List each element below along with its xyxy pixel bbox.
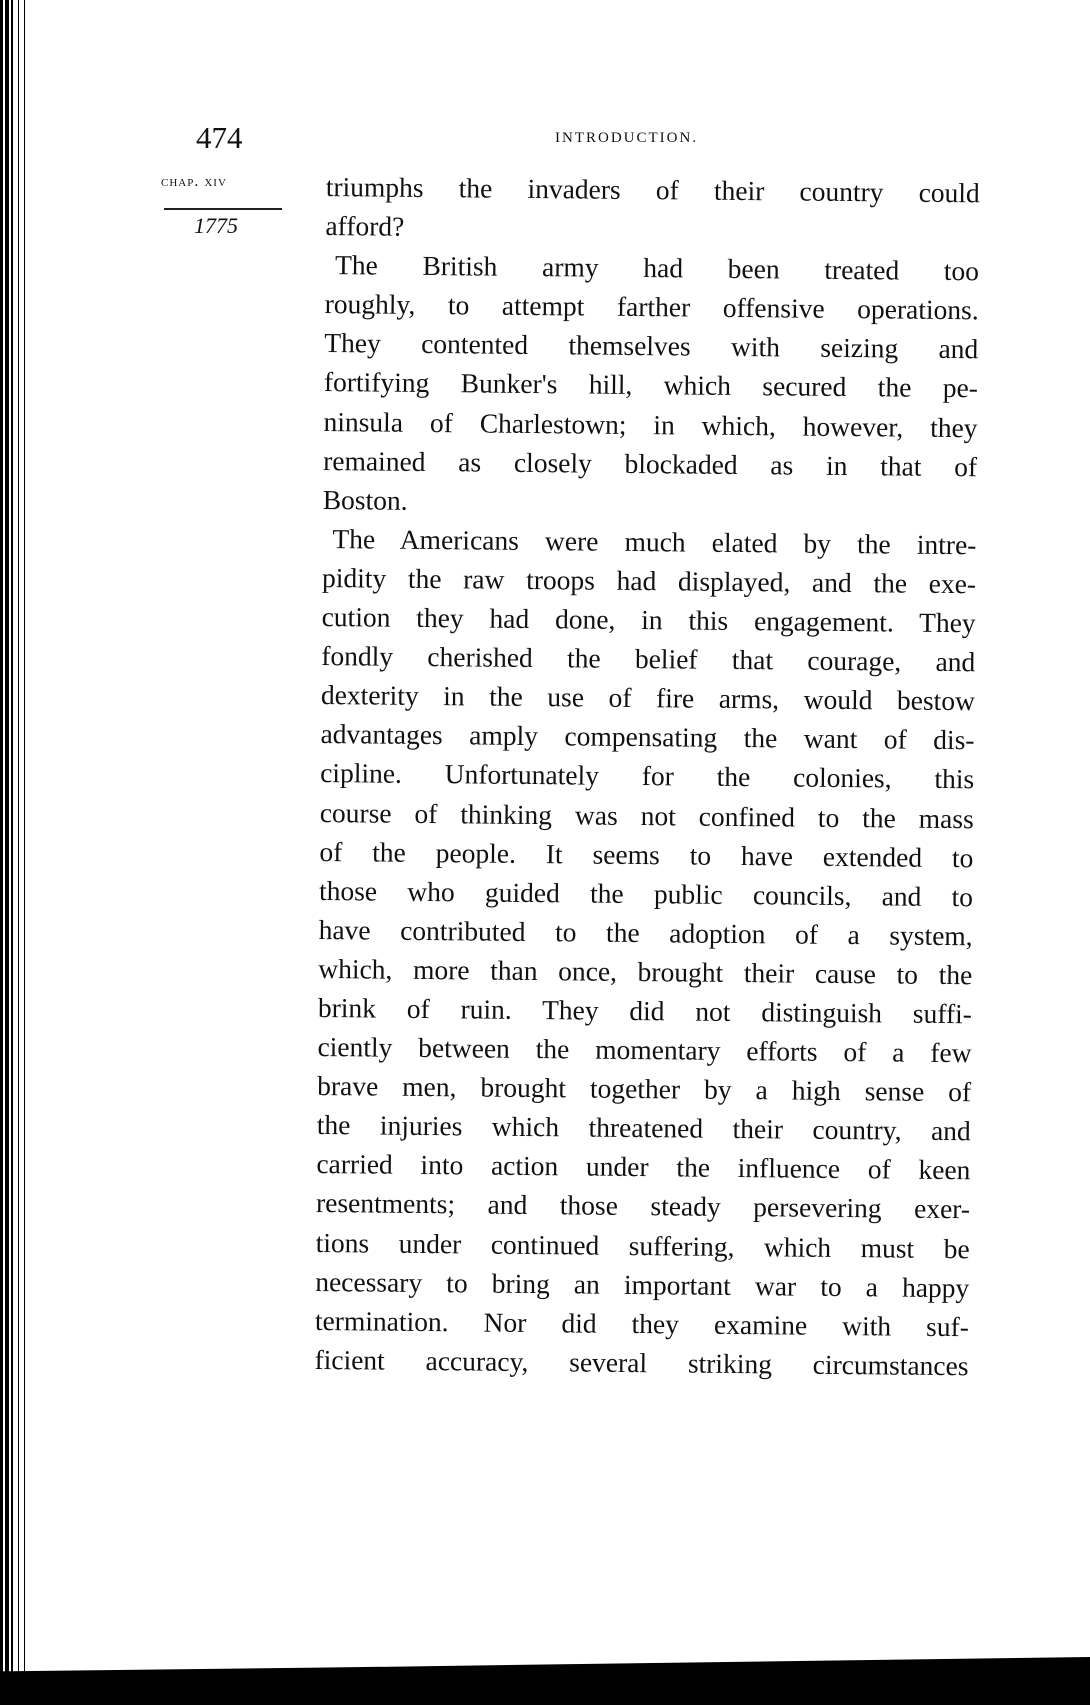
margin-year: 1775	[194, 213, 238, 238]
text-line: the injuries which threatened their country, and	[316, 1109, 971, 1147]
text-line: cution they had done, in this engagement. They	[321, 601, 976, 639]
running-head: INTRODUCTION.	[555, 130, 699, 146]
text-line: cipline. Unfortunately for the colonies, this	[320, 757, 975, 795]
text-line: dexterity in the use of fire arms, would bestow	[320, 679, 976, 717]
margin-chapter: chap. xiv	[161, 173, 227, 190]
page-number: 474	[196, 120, 243, 155]
book-spine-edge	[0, 0, 34, 1705]
text-line: resentments; and those steady persevering exer-	[315, 1187, 971, 1225]
margin-rule	[164, 208, 282, 210]
text-line: brave men, brought together by a high sense of	[317, 1070, 972, 1108]
text-line: tions under continued suffering, which must be	[315, 1226, 970, 1264]
body-text	[314, 167, 980, 1385]
text-line: pidity the raw troops had displayed, and the exe-	[321, 561, 977, 600]
text-line: of the people. It seems to have extended to	[319, 835, 974, 873]
text-line: The Americans were much elated by the intre-	[332, 522, 977, 561]
text-line: Boston.	[322, 483, 408, 516]
text-line: fondly cherished the belief that courage, and	[321, 640, 976, 678]
text-line: termination. Nor did they examine with suf-	[314, 1304, 970, 1342]
text-line: those who guided the public councils, and to	[318, 874, 974, 912]
text-line: ficient accuracy, several striking circumstances	[314, 1343, 969, 1382]
text-line: The British army had been treated too	[334, 249, 980, 287]
text-line: fortifying Bunker's hill, which secured the pe-	[323, 366, 979, 404]
text-line: roughly, to attempt farther offensive operations.	[324, 288, 979, 326]
text-line: necessary to bring an important war to a happy	[315, 1265, 970, 1303]
text-line: course of thinking was not confined to the mass	[319, 796, 974, 834]
text-line: afford?	[325, 210, 405, 242]
text-line: have contributed to the adoption of a system,	[318, 913, 973, 952]
text-line: remained as closely blockaded as in that of	[323, 444, 978, 482]
text-line: advantages amply compensating the want of dis-	[320, 718, 975, 756]
text-line: brink of ruin. They did not distinguish suffi-	[317, 991, 973, 1030]
text-line: which, more than once, brought their cause to the	[318, 952, 973, 991]
text-line: triumphs the invaders of their country could	[325, 170, 980, 209]
scan-bottom-shadow	[0, 1657, 1090, 1705]
text-line: carried into action under the influence of keen	[316, 1148, 971, 1186]
text-line: ninsula of Charlestown; in which, however, they	[323, 405, 978, 443]
text-line: They contented themselves with seizing and	[324, 327, 979, 365]
text-line: ciently between the momentary efforts of a few	[317, 1031, 972, 1069]
